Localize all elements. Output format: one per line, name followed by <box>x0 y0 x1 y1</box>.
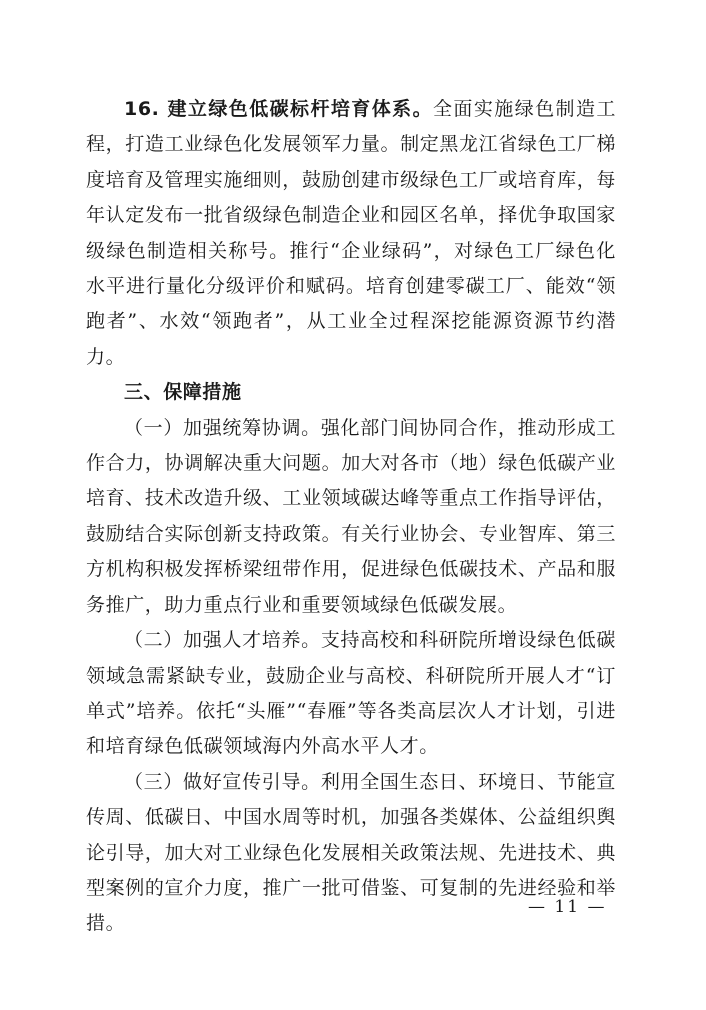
item-16-heading: 16. 建立绿色低碳标杆培育体系。 <box>124 98 433 120</box>
paragraph-item-16 <box>86 92 616 375</box>
measure-2-heading: （二）加强人才培养。 <box>124 629 321 652</box>
measure-3-body: 利用全国生态日、环境日、节能宣传周、低碳日、中国水周等时机，加强各类媒体、公益组织舆论引导，加大对工业绿色化发展相关政策法规、先进技术、典型案例的宣介力度，推广一批可借鉴、可复制的先进经验和举措。 <box>86 770 616 935</box>
measure-3-heading: （三）做好宣传引导。 <box>124 770 321 793</box>
item-16-body: 全面实施绿色制造工程，打造工业绿色化发展领军力量。制定黑龙江省绿色工厂梯度培育及管理实施细则，鼓励创建市级绿色工厂或培育库，每年认定发布一批省级绿色制造企业和园区名单，择优争取国家级绿色制造相关称号。推行“企业绿码”，对绿色工厂绿色化水平进行量化分级评价和赋码。培育创建零碳工厂、能效“领跑者”、水效“领跑者”，从工业全过程深挖能源资源节约潜力。 <box>86 98 616 368</box>
measure-1-heading: （一）加强统筹协调。 <box>124 416 321 439</box>
section-heading-safeguards: 三、保障措施 <box>124 381 242 404</box>
measure-2-body: 支持高校和科研院所增设绿色低碳领域急需紧缺专业，鼓励企业与高校、科研院所开展人才“订单式”培养。依托“头雁”“春雁”等各类高层次人才计划，引进和培育绿色低碳领域海内外高水平人才。 <box>86 629 616 758</box>
paragraph-measure-2 <box>86 623 616 765</box>
paragraph-measure-1 <box>86 411 616 623</box>
page-number: — 11 — <box>528 897 607 917</box>
document-body <box>86 92 616 942</box>
measure-1-body: 强化部门间协同合作，推动形成工作合力，协调解决重大问题。加大对各市（地）绿色低碳产业培育、技术改造升级、工业领域碳达峰等重点工作指导评估，鼓励结合实际创新支持政策。有关行业协会、专业智库、第三方机构积极发挥桥梁纽带作用，促进绿色低碳技术、产品和服务推广，助力重点行业和重要领域绿色低碳发展。 <box>86 416 616 616</box>
